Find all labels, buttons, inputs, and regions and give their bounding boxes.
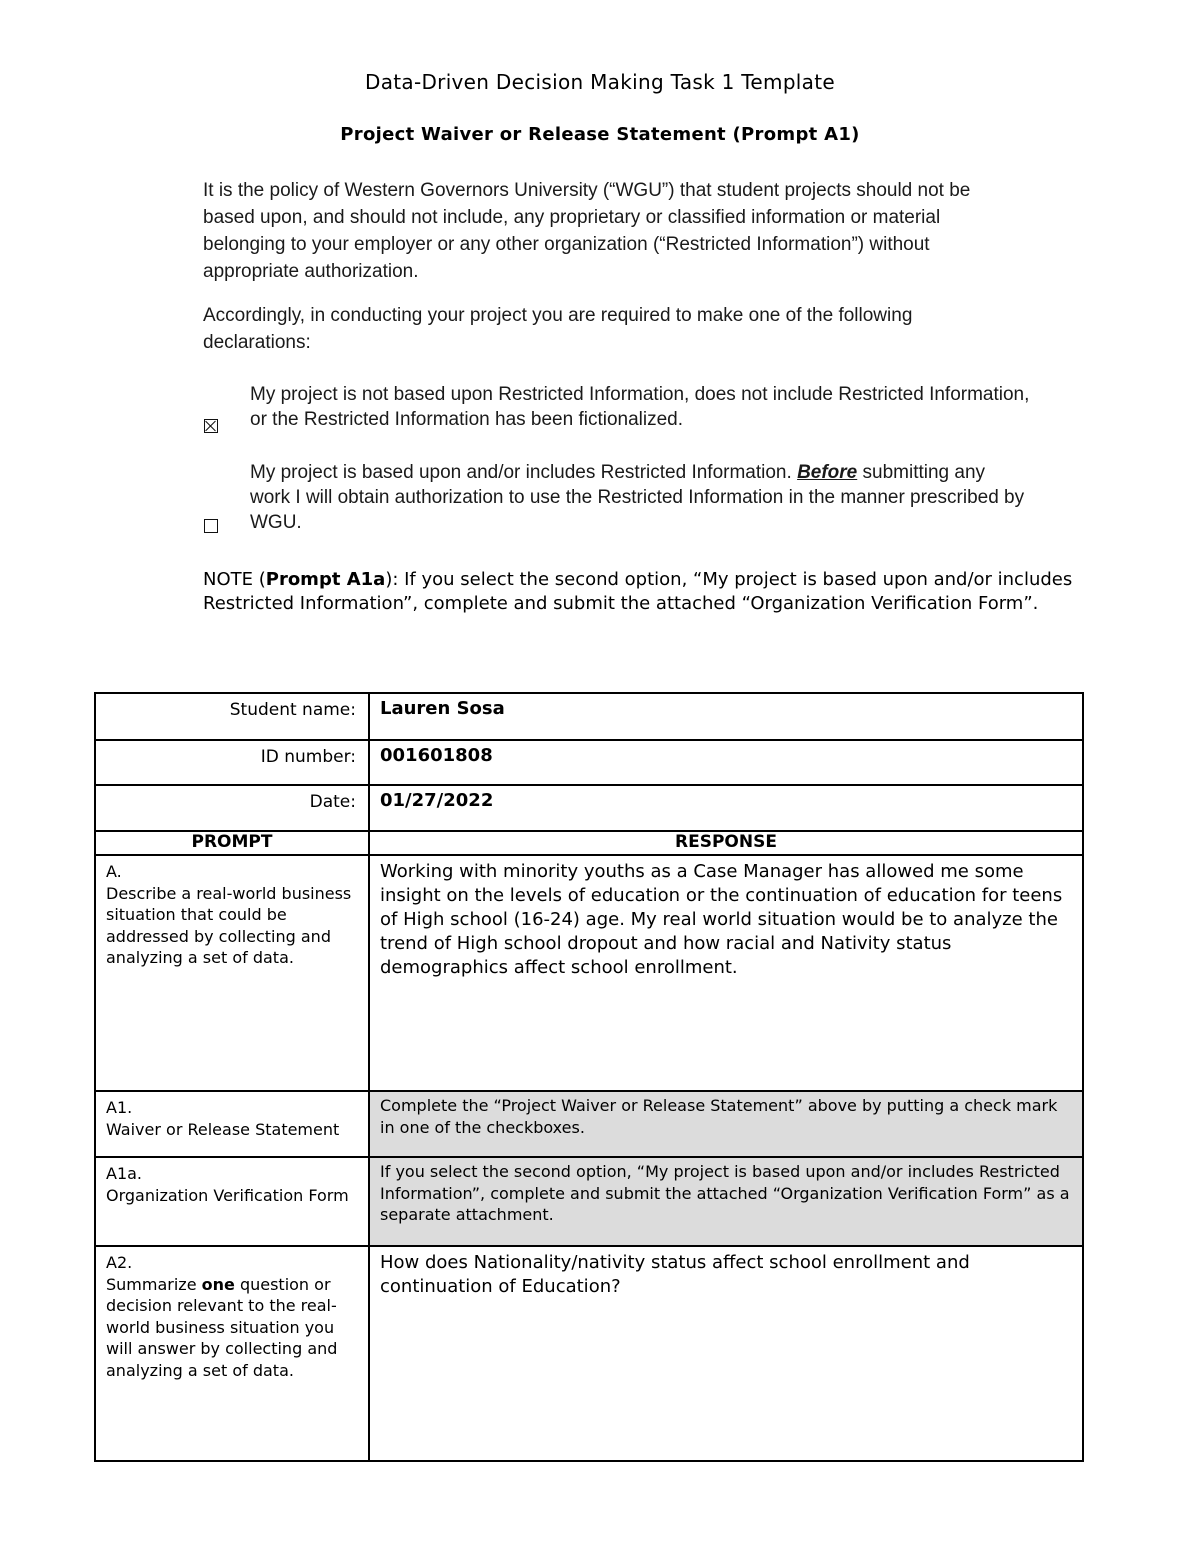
policy-paragraph: It is the policy of Western Governors University (“WGU”) that student projects should not be based upon, and should not include, any proprietary or classified information or material belonging to your employer or any other organization (“Restricted Information”) without appropriate authorization. <box>203 180 971 282</box>
document-title: Data-Driven Decision Making Task 1 Template <box>365 70 835 94</box>
prompt-header: PROMPT <box>95 831 369 855</box>
response-cell-a1a: If you select the second option, “My project is based upon and/or includes Restricted Information”, complete and submit the attached “Organization Verification Form” as a separate attachment. <box>369 1157 1083 1246</box>
prompt-text-post: question or decision relevant to the real-world business situation you will answer by collecting and analyzing a set of data. <box>106 1274 338 1380</box>
note-bold: Prompt A1a <box>265 569 386 590</box>
note-suffix: ): If you select the second option, “My project is based upon and/or includes Restricted Information”, complete and submit the attached “Organization Verification Form”. <box>203 569 1073 614</box>
prompt-cell-a2 <box>95 1246 369 1461</box>
table-row <box>95 1246 1083 1461</box>
id-number-label: ID number: <box>95 740 369 785</box>
table-row <box>95 1091 1083 1157</box>
prompt-text-pre: Summarize <box>106 1274 202 1294</box>
response-cell-a1: Complete the “Project Waiver or Release Statement” above by putting a check mark in one of the checkboxes. <box>369 1091 1083 1157</box>
checkbox-not-restricted[interactable] <box>204 419 218 433</box>
response-header: RESPONSE <box>369 831 1083 855</box>
task-table <box>94 692 1084 1462</box>
date-row <box>95 785 1083 831</box>
declaration-restricted-post: submitting any work I will obtain authorization to use the Restricted Information in the manner prescribed by WGU. <box>250 462 1025 533</box>
id-number-row <box>95 740 1083 785</box>
declaration-restricted-pre: My project is based upon and/or includes Restricted Information. <box>250 462 798 483</box>
prompt-code: A. <box>106 862 122 881</box>
id-number-value[interactable]: 001601808 <box>369 740 1083 785</box>
declaration-not-restricted: My project is not based upon Restricted Information, does not include Restricted Information, or the Restricted Information has been fictionalized. <box>250 384 1030 430</box>
date-value[interactable]: 01/27/2022 <box>369 785 1083 831</box>
prompt-code: A1. <box>106 1098 133 1117</box>
prompt-text: Organization Verification Form <box>106 1185 349 1205</box>
table-row <box>95 1157 1083 1246</box>
prompt-text-bold: one <box>201 1274 235 1294</box>
date-label: Date: <box>95 785 369 831</box>
declaration-restricted-emphasis: Before <box>797 462 858 483</box>
subtitle-text: Project Waiver or Release Statement (Prompt A1) <box>340 124 860 145</box>
prompt-text: Waiver or Release Statement <box>106 1119 340 1139</box>
response-cell-a2[interactable]: How does Nationality/nativity status affect school enrollment and continuation of Education? <box>369 1246 1083 1461</box>
student-name-row <box>95 693 1083 740</box>
checkbox-restricted[interactable] <box>204 519 218 533</box>
note-prefix: NOTE ( <box>203 569 266 590</box>
declaration-intro: Accordingly, in conducting your project you are required to make one of the following declarations: <box>203 305 913 353</box>
document-subtitle <box>0 124 1200 145</box>
prompt-cell-a <box>95 855 369 1091</box>
note-paragraph <box>203 568 1103 616</box>
prompt-text <box>106 1274 358 1382</box>
prompt-code: A1a. <box>106 1164 143 1183</box>
prompt-text: Describe a real-world business situation that could be addressed by collecting and analyzing a set of data. <box>106 883 352 967</box>
student-name-label: Student name: <box>95 693 369 740</box>
table-header-row <box>95 831 1083 855</box>
declaration-restricted <box>250 460 1030 535</box>
prompt-cell-a1a <box>95 1157 369 1246</box>
student-name-value[interactable]: Lauren Sosa <box>369 693 1083 740</box>
table-row <box>95 855 1083 1091</box>
prompt-cell-a1 <box>95 1091 369 1157</box>
prompt-code: A2. <box>106 1253 133 1272</box>
response-cell-a[interactable]: Working with minority youths as a Case Manager has allowed me some insight on the levels of education or the continuation of education for teens of High school (16-24) age. My real world situation would be to analyze the trend of High school dropout and how racial and Nativity status demographics affect school enrollment. <box>369 855 1083 1091</box>
